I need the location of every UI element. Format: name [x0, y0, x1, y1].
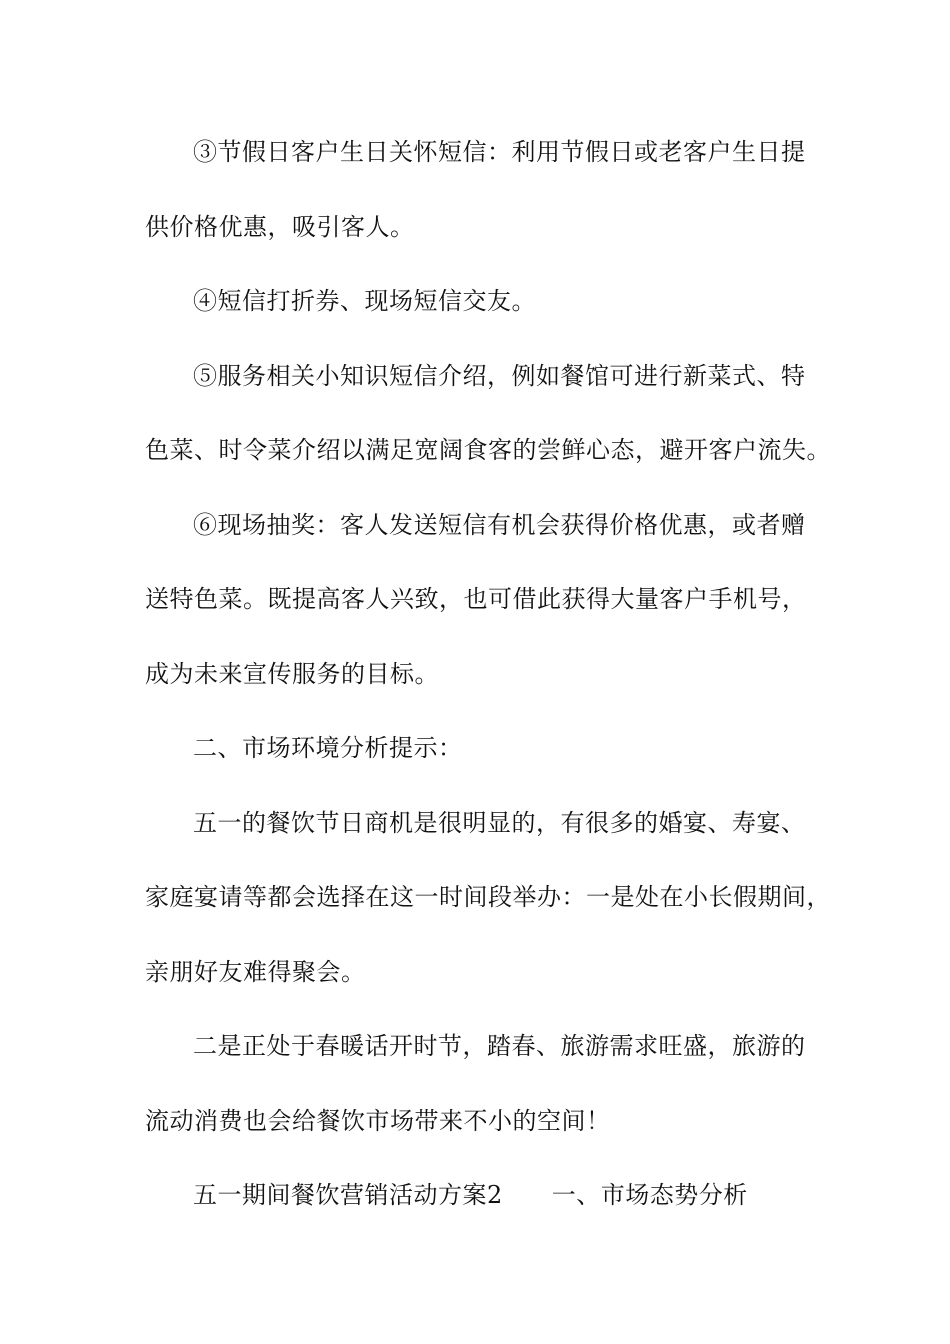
paragraph-line: ⑤服务相关小知识短信介绍，例如餐馆可进行新菜式、特 — [193, 362, 806, 390]
paragraph-line: 亲朋好友难得聚会。 — [145, 958, 366, 986]
paragraph-line: ④短信打折券、现场短信交友。 — [193, 287, 536, 315]
paragraph-line: 送特色菜。既提高客人兴致，也可借此获得大量客户手机号， — [145, 585, 807, 613]
section-heading: 五一期间餐饮营销活动方案2 一、市场态势分析 — [193, 1181, 748, 1209]
paragraph-line: 色菜、时令菜介绍以满足宽阔食客的尝鲜心态，避开客户流失。 — [145, 436, 831, 464]
paragraph-line: 流动消费也会给餐饮市场带来不小的空间！ — [145, 1107, 611, 1135]
section-heading: 二、市场环境分析提示： — [193, 734, 463, 762]
paragraph-line: 成为未来宣传服务的目标。 — [145, 660, 439, 688]
paragraph-line: 家庭宴请等都会选择在这一时间段举办：一是处在小长假期间， — [145, 883, 831, 911]
paragraph-line: 五一的餐饮节日商机是很明显的，有很多的婚宴、寿宴、 — [193, 809, 806, 837]
paragraph-line: 供价格优惠，吸引客人。 — [145, 213, 415, 241]
paragraph-line: ⑥现场抽奖：客人发送短信有机会获得价格优惠，或者赠 — [193, 511, 806, 539]
paragraph-line: ③节假日客户生日关怀短信：利用节假日或老客户生日提 — [193, 138, 806, 166]
paragraph-line: 二是正处于春暖话开时节，踏春、旅游需求旺盛，旅游的 — [193, 1032, 806, 1060]
